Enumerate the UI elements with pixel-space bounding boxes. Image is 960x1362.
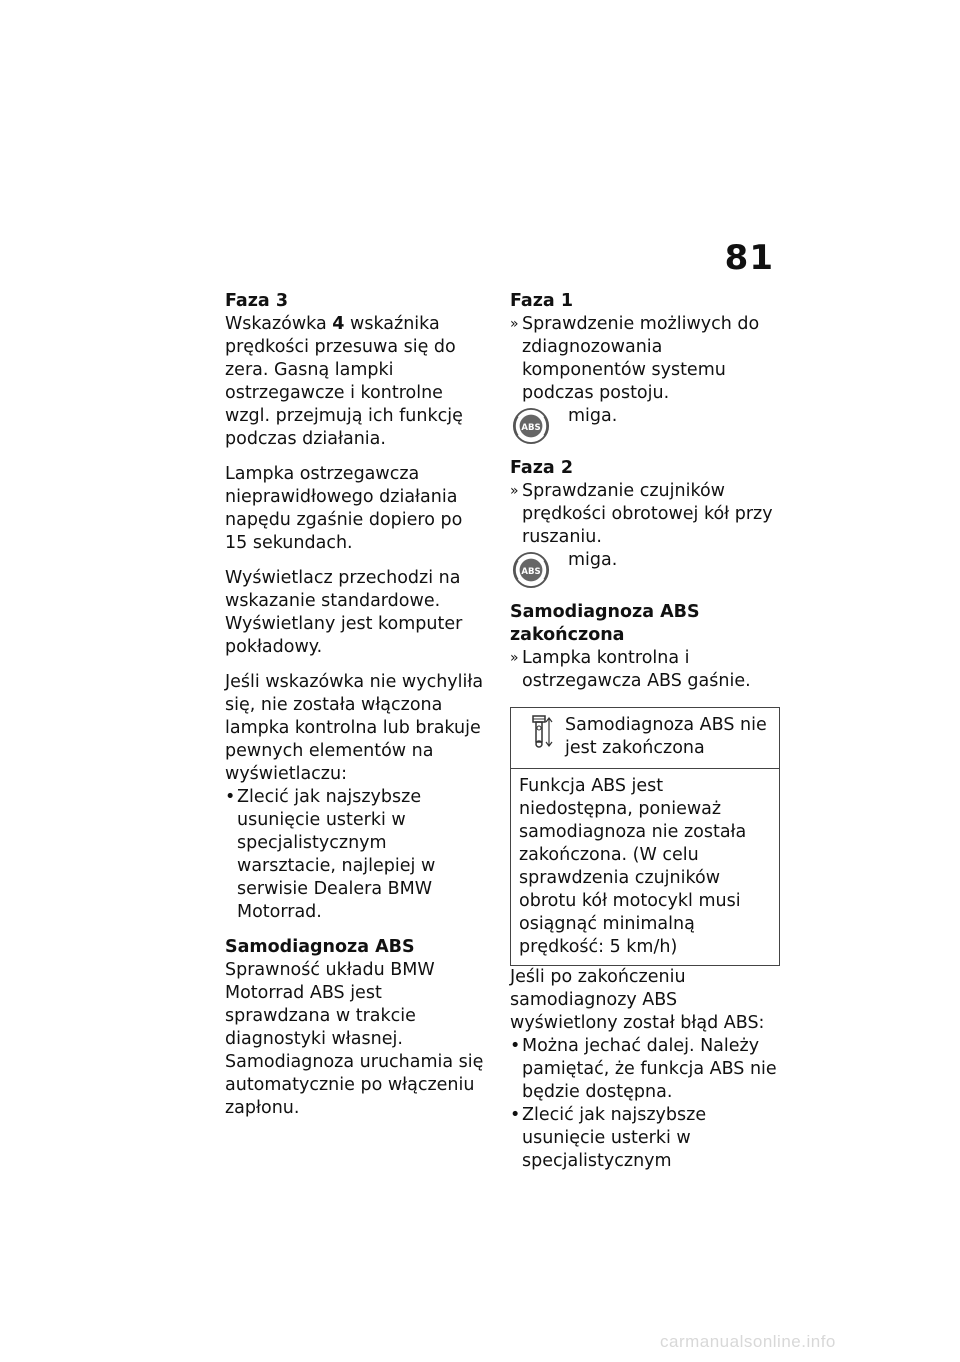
notice-body: Funkcja ABS jest niedostępna, ponieważ samodiagnoza nie została zakończona. (W celu sprawdzenia czujników obrotu kół motocykl musi osiągnąć minimalną prędkość: 5 km/h) (519, 776, 747, 957)
arrow-icon: » (510, 483, 519, 499)
tool-gauge-icon (519, 714, 559, 750)
faza3-text-b: wskaźnika prędkości przesuwa się do zera. Gasną lampki ostrzegawcze i kontrolne wzgl. przejmują ich funkcję podczas działania. (225, 314, 463, 449)
arrow-icon: » (510, 316, 519, 332)
after-notice-text: Jeśli po zakończeniu samodiagnozy ABS wyświetlony został błąd ABS: (510, 967, 765, 1033)
notice-title: Samodiagnoza ABS nie jest zakończona (565, 715, 767, 758)
faza3-heading: Faza 3 (225, 291, 289, 311)
paragraph-4: Jeśli wskazówka nie wychyliła się, nie została włączona lampka kontrolna lub brakuje pewnych elementów na wyświetlaczu: (225, 672, 484, 784)
abs-warning-icon (512, 551, 550, 589)
svg-text:ABS: ABS (521, 566, 541, 577)
paragraph-3: Wyświetlacz przechodzi na wskazanie standardowe. Wyświetlany jest komputer pokładowy. (225, 568, 463, 657)
faza2-heading: Faza 2 (510, 458, 574, 478)
left-column (225, 290, 490, 1120)
samodiagnoza-text: Sprawność układu BMW Motorrad ABS jest sprawdzana w trakcie diagnostyki własnej. Samodiagnoza uruchamia się automatycznie po włączeniu zapłonu. (225, 960, 484, 1118)
faza1-step (510, 313, 782, 405)
bullet-item: • Zlecić jak najszybsze usunięcie usterki w specjalistycznym (510, 1104, 782, 1173)
faza1-indicator (510, 405, 782, 445)
abs-warning-icon (512, 407, 550, 445)
faza1-blink-text: miga. (568, 406, 618, 426)
faza2-step-text: Sprawdzanie czujników prędkości obrotowej kół przy ruszaniu. (522, 481, 773, 547)
bullet-item: • Zlecić jak najszybsze usunięcie usterki w specjalistycznym warsztacie, najlepiej w serwisie Dealera BMW Motorrad. (225, 786, 490, 924)
svg-text:ABS: ABS (521, 422, 541, 433)
bullet-item: • Można jechać dalej. Należy pamiętać, że funkcja ABS nie będzie dostępna. (510, 1035, 782, 1104)
faza3-text-a: Wskazówka (225, 314, 333, 334)
faza2-step (510, 480, 782, 549)
indicator-number: 4 (332, 314, 345, 334)
watermark-logo: carmanualsonline.info (660, 1332, 836, 1351)
done-heading: Samodiagnoza ABS zakończona (510, 602, 700, 645)
arrow-icon: » (510, 650, 519, 666)
samodiagnoza-heading: Samodiagnoza ABS (225, 937, 415, 957)
paragraph-2: Lampka ostrzegawcza nieprawidłowego działania napędu zgaśnie dopiero po 15 sekundach. (225, 464, 463, 553)
faza3-text (225, 313, 490, 451)
faza2-blink-text: miga. (568, 550, 618, 570)
notice-header (511, 708, 779, 769)
done-step-text: Lampka kontrolna i ostrzegawcza ABS gaśnie. (522, 648, 751, 691)
faza1-step-text: Sprawdzenie możliwych do zdiagnozowania komponentów systemu podczas postoju. (522, 314, 760, 403)
faza1-heading: Faza 1 (510, 291, 574, 311)
notice-box (510, 707, 780, 966)
faza2-indicator (510, 549, 782, 589)
right-column (510, 290, 782, 1173)
page-number: 81 (724, 238, 774, 278)
done-step (510, 647, 782, 693)
